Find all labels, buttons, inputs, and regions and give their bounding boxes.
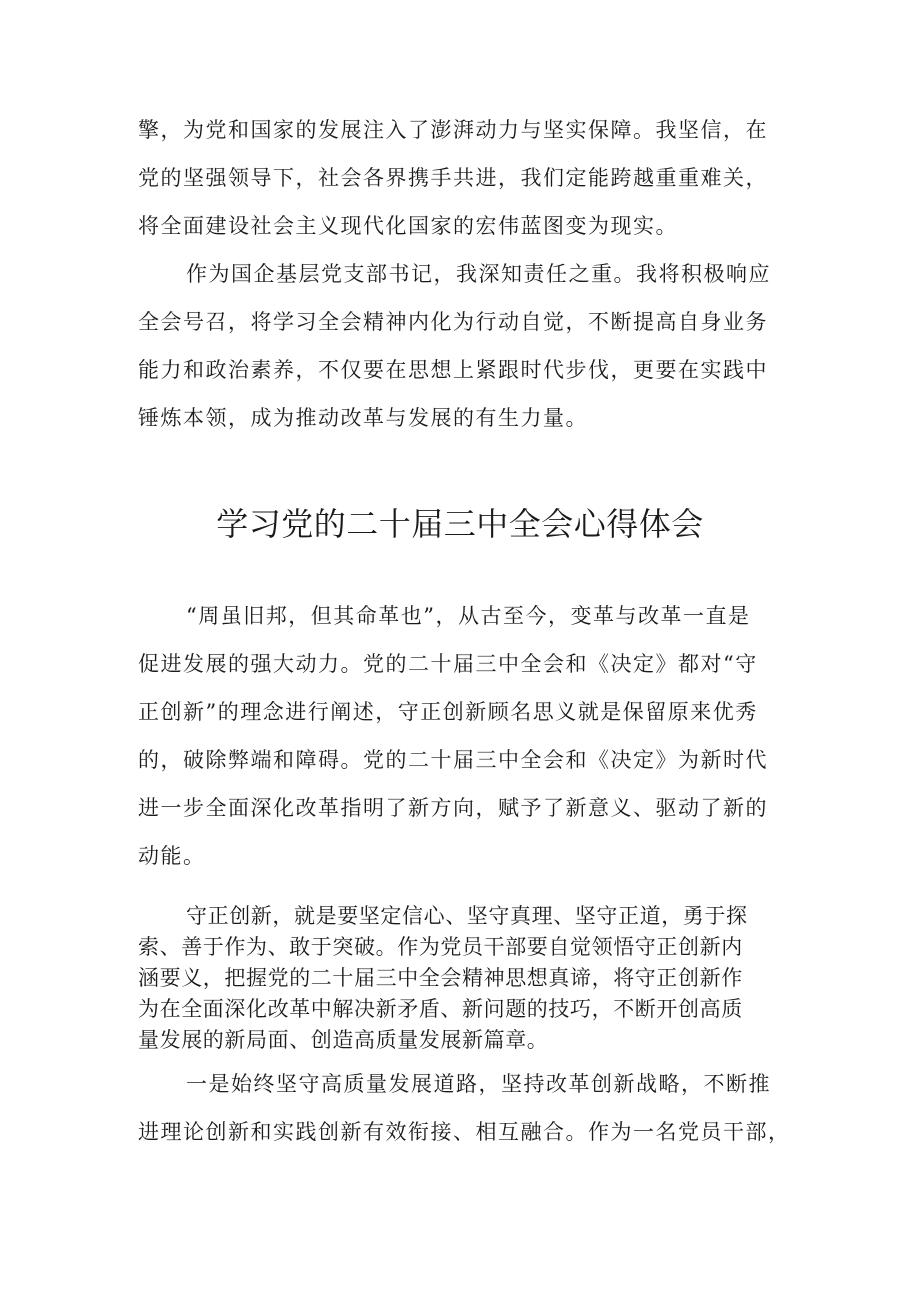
continuation-line-1: 擎，为党和国家的发展注入了澎湃动力与坚实保障。我坚信，在 <box>138 118 768 142</box>
duty-line-1: 作为国企基层党支部书记，我深知责任之重。我将积极响应 <box>186 262 771 286</box>
document-title: 学习党的二十届三中全会心得体会 <box>216 505 704 543</box>
duty-line-4: 锤炼本领，成为推动改革与发展的有生力量。 <box>138 406 588 430</box>
continuation-line-3: 将全面建设社会主义现代化国家的宏伟蓝图变为现实。 <box>138 214 678 238</box>
intro-line-2: 促进发展的强大动力。党的二十届三中全会和《决定》都对“守 <box>138 652 758 676</box>
first-point-line-2: 进理论创新和实践创新有效衔接、相互融合。作为一名党员干部， <box>138 1120 791 1144</box>
innovation-line-5: 量发展的新局面、创造高质量发展新篇章。 <box>138 1028 549 1052</box>
innovation-line-1: 守正创新，就是要坚定信心、坚守真理、坚守正道，勇于探 <box>186 904 748 928</box>
intro-line-6: 动能。 <box>138 844 206 868</box>
innovation-line-3: 涵要义，把握党的二十届三中全会精神思想真谛，将守正创新作 <box>138 966 743 990</box>
intro-line-3: 正创新”的理念进行阐述，守正创新顾名思义就是保留原来优秀 <box>138 700 758 724</box>
first-point-line-1: 一是始终坚守高质量发展道路，坚持改革创新战略，不断推 <box>186 1072 771 1096</box>
continuation-line-2: 党的坚强领导下，社会各界携手共进，我们定能跨越重重难关， <box>138 166 768 190</box>
innovation-line-4: 为在全面深化改革中解决新矛盾、新问题的技巧，不断开创高质 <box>138 997 743 1021</box>
intro-line-1: “周虽旧邦，但其命革也”，从古至今，变革与改革一直是 <box>186 604 751 628</box>
duty-line-3: 能力和政治素养，不仅要在思想上紧跟时代步伐，更要在实践中 <box>138 358 768 382</box>
innovation-line-2: 索、善于作为、敢于突破。作为党员干部要自觉领悟守正创新内 <box>138 935 743 959</box>
intro-line-5: 进一步全面深化改革指明了新方向，赋予了新意义、驱动了新的 <box>138 796 768 820</box>
duty-line-2: 全会号召，将学习全会精神内化为行动自觉，不断提高自身业务 <box>138 310 768 334</box>
intro-line-4: 的，破除弊端和障碍。党的二十届三中全会和《决定》为新时代 <box>138 748 768 772</box>
